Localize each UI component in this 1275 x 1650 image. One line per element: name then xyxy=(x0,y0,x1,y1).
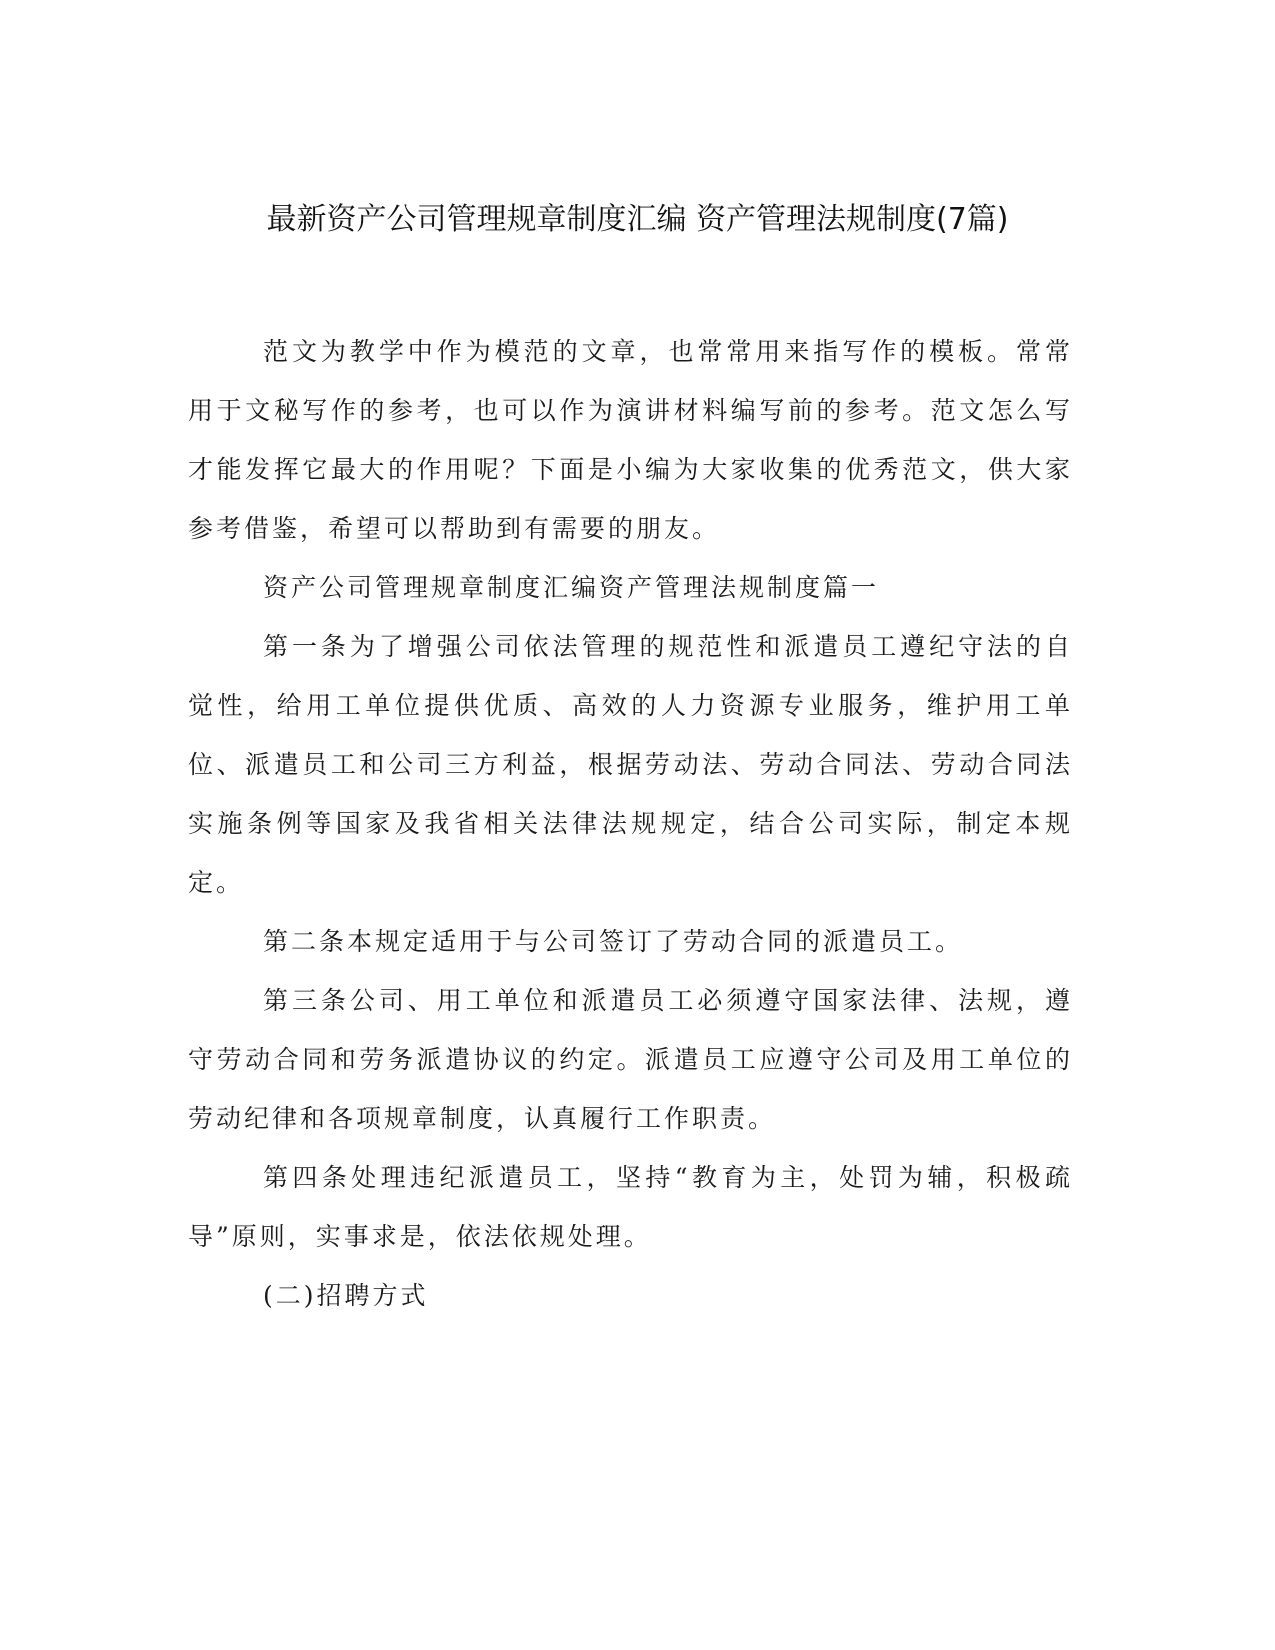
section-heading: 资产公司管理规章制度汇编资产管理法规制度篇一 xyxy=(263,573,880,602)
article-4-paragraph: 第四条处理违纪派遣员工，坚持“教育为主，处罚为辅，积极疏导”原则，实事求是，依法依规处理。 xyxy=(188,1163,1073,1251)
article-3-paragraph: 第三条公司、用工单位和派遣员工必须遵守国家法律、法规，遵守劳动合同和劳务派遣协议的约定。派遣员工应遵守公司及用工单位的劳动纪律和各项规章制度，认真履行工作职责。 xyxy=(188,986,1073,1133)
intro-paragraph: 范文为教学中作为模范的文章，也常常用来指写作的模板。常常用于文秘写作的参考，也可以作为演讲材料编写前的参考。范文怎么写才能发挥它最大的作用呢？下面是小编为大家收集的优秀范文，供大家参考借鉴，希望可以帮助到有需要的朋友。 xyxy=(188,337,1073,543)
article-2-paragraph: 第二条本规定适用于与公司签订了劳动合同的派遣员工。 xyxy=(263,927,964,956)
article-1-paragraph: 第一条为了增强公司依法管理的规范性和派遣员工遵纪守法的自觉性，给用工单位提供优质、高效的人力资源专业服务，维护用工单位、派遣员工和公司三方利益，根据劳动法、劳动合同法、劳动合同法实施条例等国家及我省相关法律法规规定，结合公司实际，制定本规定。 xyxy=(188,632,1073,897)
document-body xyxy=(188,322,1073,1325)
document-title: 最新资产公司管理规章制度汇编 资产管理法规制度(7篇) xyxy=(266,202,1009,237)
subsection-heading: (二)招聘方式 xyxy=(263,1281,429,1310)
